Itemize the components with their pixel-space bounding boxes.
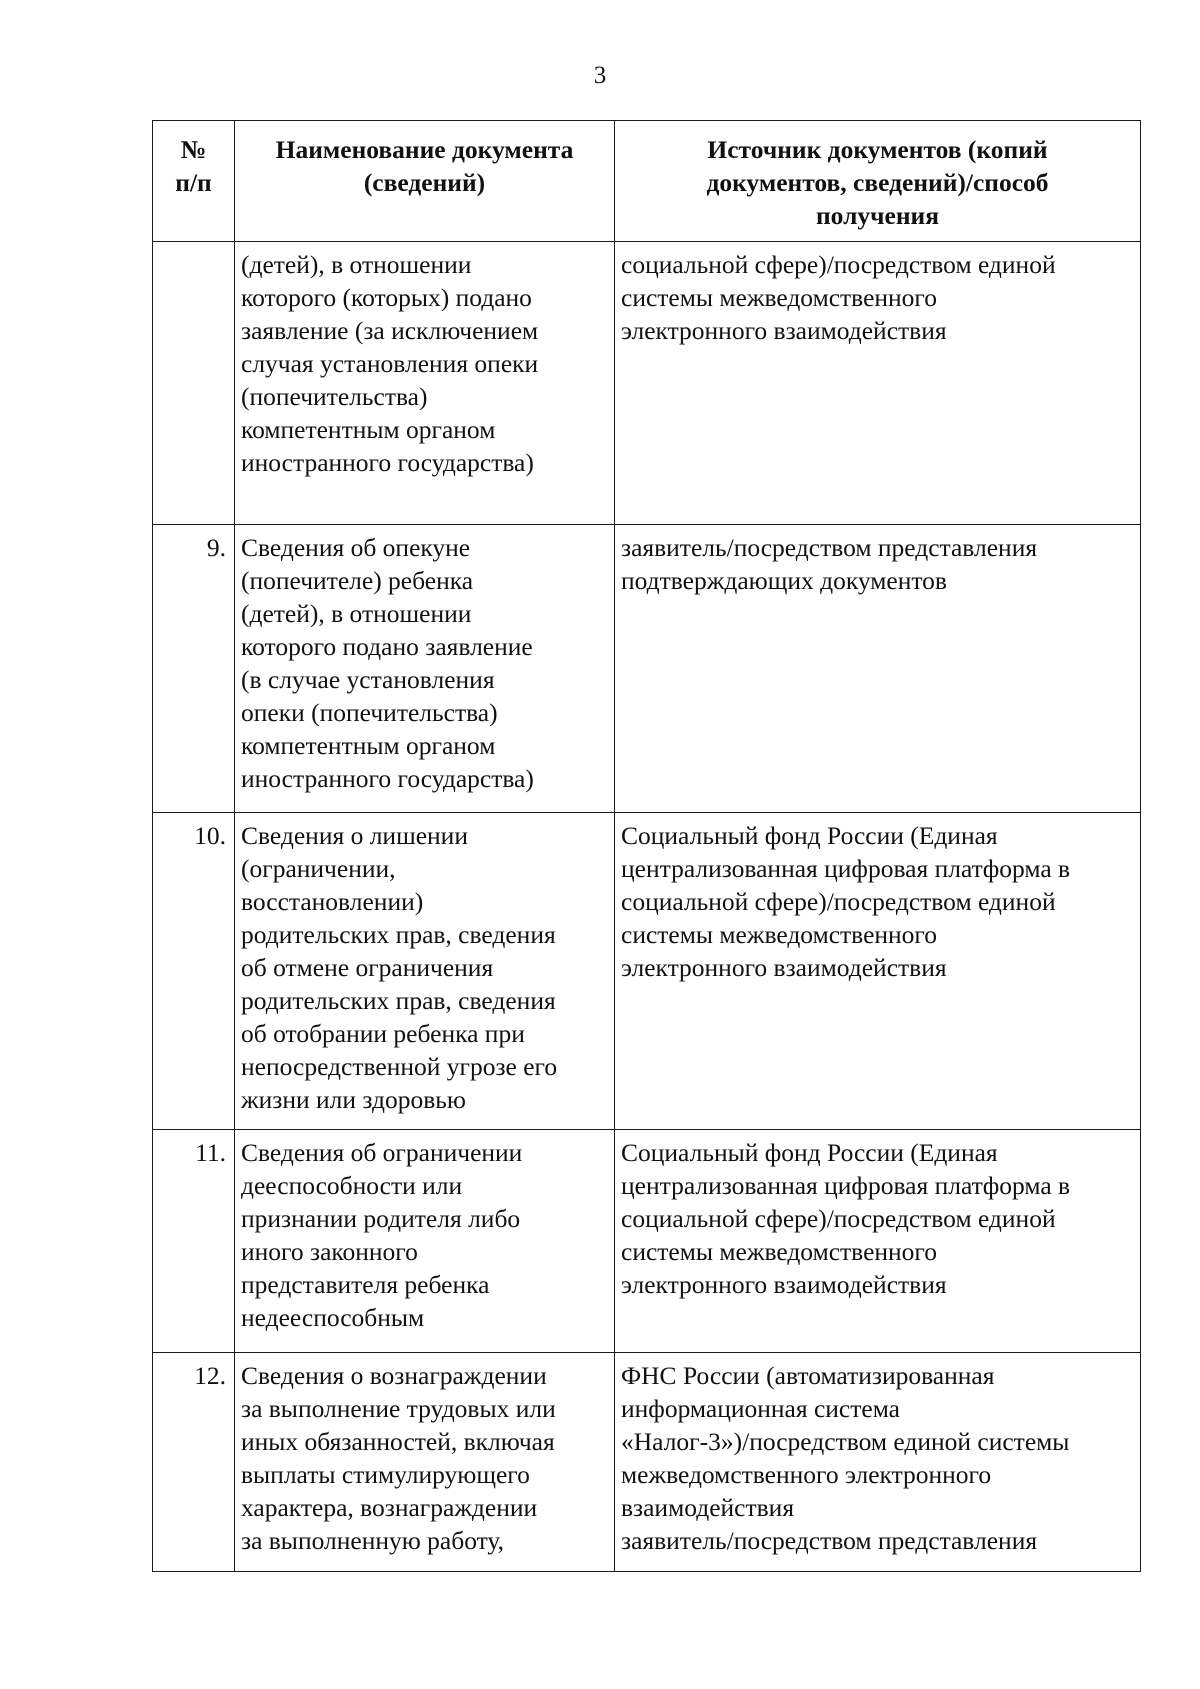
header-num-line: п/п (175, 168, 212, 197)
row-source-line: электронного взаимодействия (621, 953, 947, 982)
row-source-cell (615, 813, 1141, 1130)
header-source-line: получения (815, 201, 940, 230)
header-source-line: документов, сведений)/способ (706, 168, 1049, 197)
row-num: 11. (195, 1138, 226, 1167)
row-num: 12. (194, 1361, 226, 1390)
row-name-line: об отобрании ребенка при (241, 1019, 525, 1048)
row-name-line: Сведения о вознаграждении (241, 1361, 547, 1390)
table-row (153, 813, 1141, 1130)
table-row (153, 1130, 1141, 1353)
row-name-line: Сведения об опекуне (241, 533, 471, 562)
row-num-cell (153, 525, 235, 813)
row-name-line: представителя ребенка (241, 1270, 490, 1299)
row-source-line: «Налог-3»)/посредством единой системы (621, 1427, 1070, 1456)
row-source-cell (615, 1130, 1141, 1353)
row-name-line: (детей), в отношении (241, 250, 472, 279)
row-name-line: (попечителе) ребенка (241, 566, 474, 595)
row-name-line: (попечительства) (241, 382, 428, 411)
row-name-line: случая установления опеки (241, 349, 539, 378)
row-source-line: подтверждающих документов (621, 566, 947, 595)
row-source-line: электронного взаимодействия (621, 1270, 947, 1299)
row-name-line: заявление (за исключением (241, 316, 539, 345)
row-source-cell (615, 242, 1141, 525)
row-name-line: которого подано заявление (241, 632, 533, 661)
row-source-line: Социальный фонд России (Единая (621, 1138, 998, 1167)
row-name-line: опеки (попечительства) (241, 698, 498, 727)
header-name (235, 121, 615, 242)
header-num-line: № (180, 135, 207, 164)
row-num-cell (153, 813, 235, 1130)
row-source-line: социальной сфере)/посредством единой (621, 887, 1056, 916)
row-source-line: централизованная цифровая платформа в (621, 1171, 1071, 1200)
row-name-line: выплаты стимулирующего (241, 1460, 530, 1489)
row-name-line: иностранного государства) (241, 764, 534, 793)
row-num-cell (153, 1353, 235, 1572)
row-name-line: которого (которых) подано (241, 283, 532, 312)
row-num: 9. (206, 533, 226, 562)
row-name-line: недееспособным (241, 1303, 425, 1332)
row-num (153, 242, 226, 248)
row-name-line: компетентным органом (241, 731, 496, 760)
row-name-line: (детей), в отношении (241, 599, 472, 628)
row-source-cell (615, 525, 1141, 813)
row-name-line: Сведения об ограничении (241, 1138, 523, 1167)
row-source-line: централизованная цифровая платформа в (621, 854, 1071, 883)
row-source-line: взаимодействия (621, 1493, 795, 1522)
table-row (153, 242, 1141, 525)
row-name-line: (в случае установления (241, 665, 495, 694)
header-name-line: (сведений) (363, 168, 486, 197)
row-source-line: системы межведомственного (621, 920, 937, 949)
row-name-line: дееспособности или (241, 1171, 463, 1200)
row-source-line: информационная система (621, 1394, 900, 1423)
row-source-line: межведомственного электронного (621, 1460, 992, 1489)
table-header-row (153, 121, 1141, 242)
row-num: 10. (194, 821, 226, 850)
row-name-line: иного законного (241, 1237, 418, 1266)
row-source-line: Социальный фонд России (Единая (621, 821, 998, 850)
row-source-line: системы межведомственного (621, 1237, 937, 1266)
row-name-line: иных обязанностей, включая (241, 1427, 555, 1456)
row-name-cell (235, 813, 615, 1130)
table-row (153, 1353, 1141, 1572)
row-name-cell (235, 1353, 615, 1572)
documents-table (152, 120, 1141, 1572)
row-num-cell (153, 242, 235, 525)
row-source-cell (615, 1353, 1141, 1572)
header-name-line: Наименование документа (275, 135, 574, 164)
row-name-cell (235, 1130, 615, 1353)
row-name-line: иностранного государства) (241, 448, 534, 477)
row-name-line: жизни или здоровью (241, 1085, 466, 1114)
row-name-line: об отмене ограничения (241, 953, 494, 982)
row-num-cell (153, 1130, 235, 1353)
row-source-line: системы межведомственного (621, 283, 937, 312)
row-name-line: компетентным органом (241, 415, 496, 444)
header-source-line: Источник документов (копий (707, 135, 1048, 164)
row-source-line: электронного взаимодействия (621, 316, 947, 345)
row-name-line: характера, вознаграждении (241, 1493, 538, 1522)
row-name-line: за выполнение трудовых или (241, 1394, 556, 1423)
header-source (615, 121, 1141, 242)
row-name-line: за выполненную работу, (241, 1526, 504, 1555)
row-name-cell (235, 242, 615, 525)
row-source-line: социальной сфере)/посредством единой (621, 1204, 1056, 1233)
table-row (153, 525, 1141, 813)
row-name-cell (235, 525, 615, 813)
row-source-line: заявитель/посредством представления (621, 533, 1038, 562)
row-name-line: родительских прав, сведения (241, 920, 556, 949)
header-num (153, 121, 235, 242)
row-name-line: непосредственной угрозе его (241, 1052, 558, 1081)
row-source-line: социальной сфере)/посредством единой (621, 250, 1056, 279)
row-source-line: ФНС России (автоматизированная (621, 1361, 995, 1390)
row-source-line: заявитель/посредством представления (621, 1526, 1038, 1555)
row-name-line: восстановлении) (241, 887, 424, 916)
row-name-line: признании родителя либо (241, 1204, 521, 1233)
row-name-line: (ограничении, (241, 854, 396, 883)
row-name-line: родительских прав, сведения (241, 986, 556, 1015)
row-name-line: Сведения о лишении (241, 821, 468, 850)
page-number: 3 (593, 62, 607, 89)
